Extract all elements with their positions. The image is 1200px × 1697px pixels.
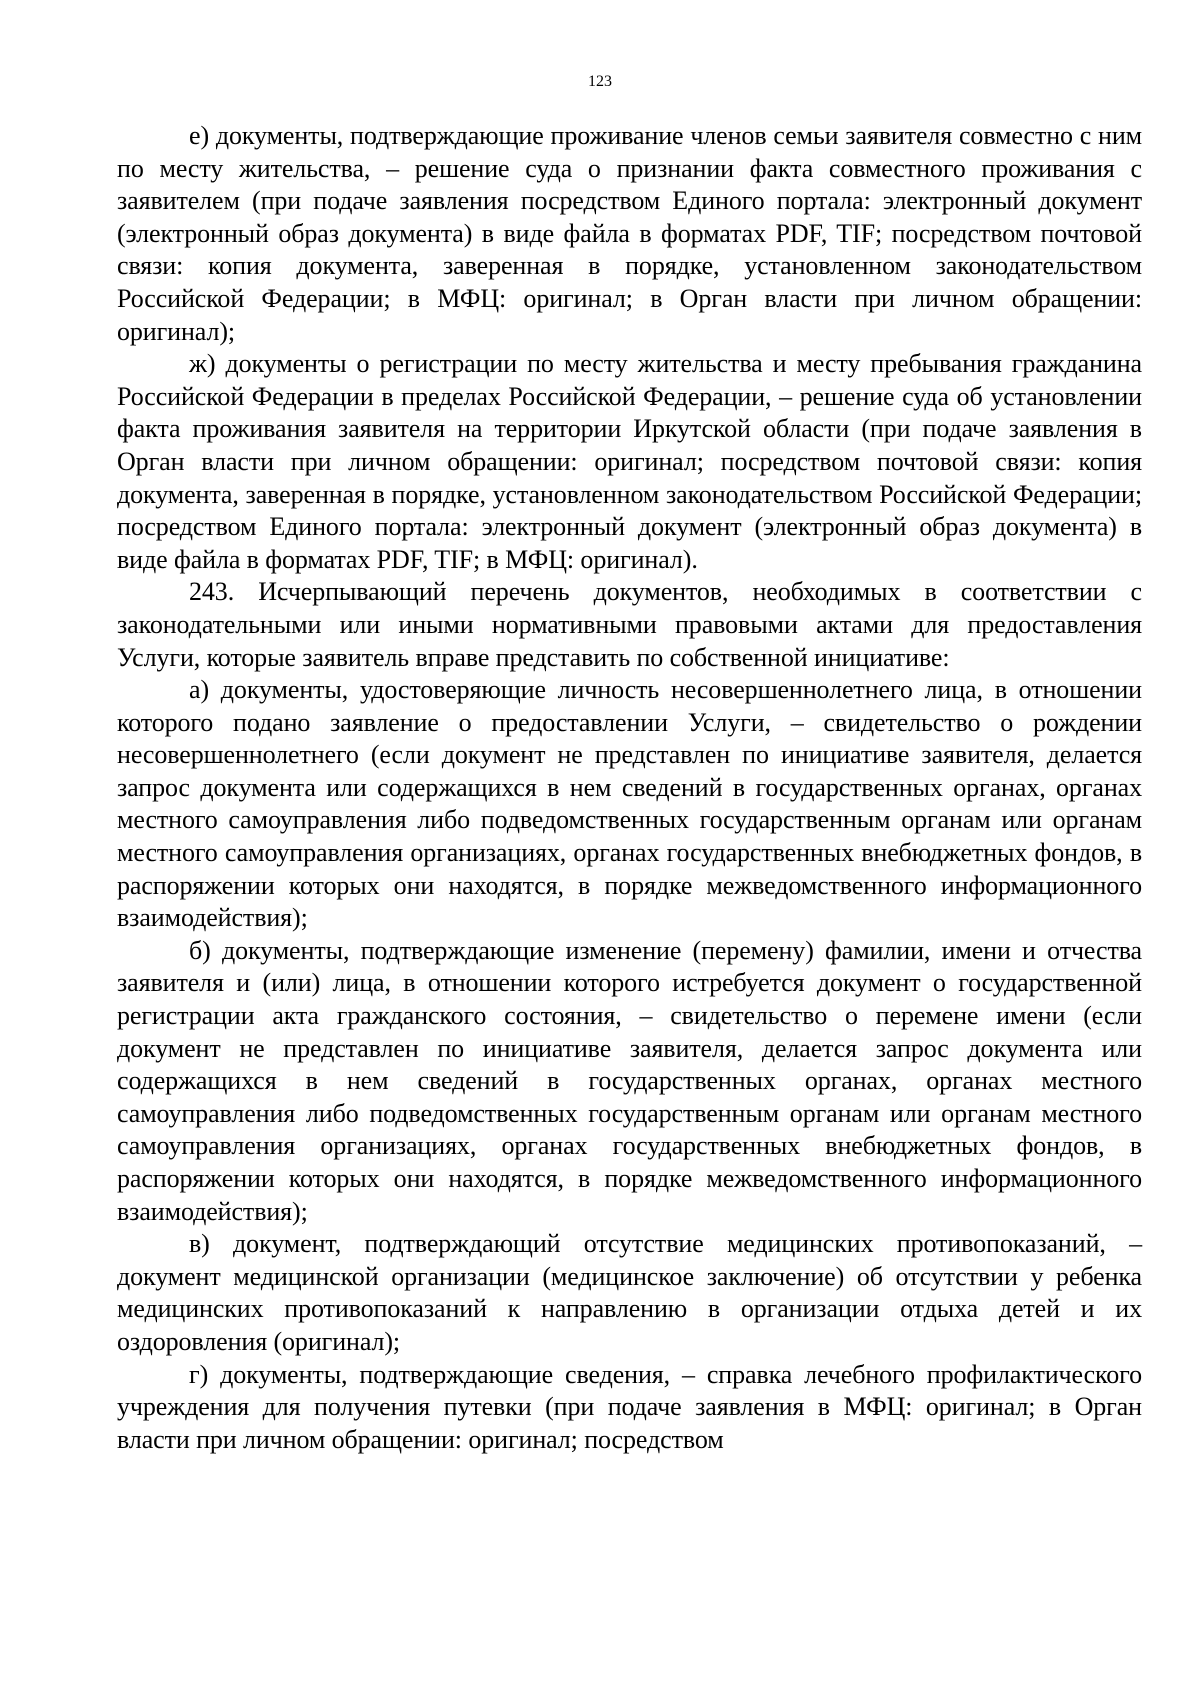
- paragraph-g-confirming-documents: г) документы, подтверждающие сведения, – справка лечебного профилактического учреждения для получения путевки (при подаче заявления в МФЦ: оригинал; в Орган власти при личном обращении: оригинал; посредством: [117, 1359, 1142, 1454]
- paragraph-v-medical-certificate: в) документ, подтверждающий отсутствие медицинских противопоказаний, – документ медицинской организации (медицинское заключение) об отсутствии у ребенка медицинских противопоказаний к направлению в организации отдыха детей и их оздоровления (оригинал);: [117, 1229, 1142, 1356]
- document-body: [117, 120, 1142, 1456]
- paragraph-a-identity-documents: а) документы, удостоверяющие личность несовершеннолетнего лица, в отношении которого подано заявление о предоставлении Услуги, – свидетельство о рождении несовершеннолетнего (если документ не представлен по инициативе заявителя, делается запрос документа или содержащихся в нем сведений в государственных органах, органах местного самоуправления либо подведомственных государственным органам или органам местного самоуправления организациях, органах государственных внебюджетных фондов, в распоряжении которых они находятся, в порядке межведомственного информационного взаимодействия);: [117, 675, 1142, 933]
- page-number: 123: [588, 73, 612, 90]
- paragraph-zh-registration: ж) документы о регистрации по месту жительства и месту пребывания гражданина Российской Федерации в пределах Российской Федерации, – решение суда об установлении факта проживания заявителя на территории Иркутской области (при подаче заявления в Орган власти при личном обращении: оригинал; посредством почтовой связи: копия документа, заверенная в порядке, установленном законодательством Российской Федерации; посредством Единого портала: электронный документ (электронный образ документа) в виде файла в форматах PDF, TIF; в МФЦ: оригинал).: [117, 349, 1142, 574]
- paragraph-243-document-list: 243. Исчерпывающий перечень документов, необходимых в соответствии с законодательными или иными нормативными правовыми актами для предоставления Услуги, которые заявитель вправе представить по собственной инициативе:: [117, 577, 1142, 672]
- paragraph-e-family-residence: е) документы, подтверждающие проживание членов семьи заявителя совместно с ним по месту жительства, – решение суда о признании факта совместного проживания с заявителем (при подаче заявления посредством Единого портала: электронный документ (электронный образ документа) в виде файла в форматах PDF, TIF; посредством почтовой связи: копия документа, заверенная в порядке, установленном законодательством Российской Федерации; в МФЦ: оригинал; в Орган власти при личном обращении: оригинал);: [117, 121, 1142, 346]
- paragraph-b-name-change: б) документы, подтверждающие изменение (перемену) фамилии, имени и отчества заявителя и (или) лица, в отношении которого истребуется документ о государственной регистрации акта гражданского состояния, – свидетельство о перемене имени (если документ не представлен по инициативе заявителя, делается запрос документа или содержащихся в нем сведений в государственных органах, органах местного самоуправления либо подведомственных государственным органам или органам местного самоуправления организациях, органах государственных внебюджетных фондов, в распоряжении которых они находятся, в порядке межведомственного информационного взаимодействия);: [117, 935, 1142, 1226]
